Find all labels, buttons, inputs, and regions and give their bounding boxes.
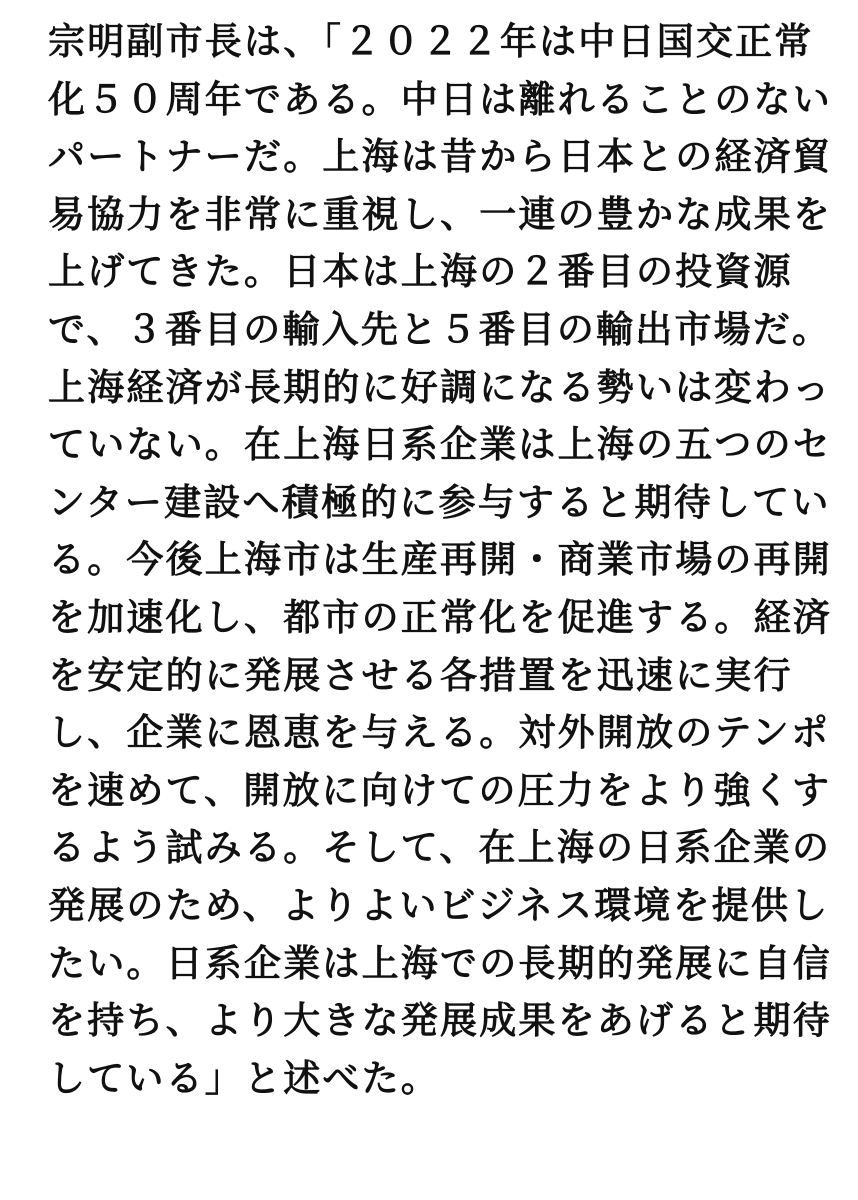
text-line: るよう試みる。そして、在上海の日系企業の	[48, 826, 832, 870]
text-line: を加速化し、都市の正常化を促進する。経済	[48, 595, 832, 639]
text-line: 宗明副市長は、「２０２２年は中日国交正常	[48, 20, 814, 63]
text-line: パートナーだ。上海は昔から日本との経済貿	[48, 135, 832, 179]
text-line: る。今後上海市は生産再開・商業市場の再開	[48, 538, 832, 582]
text-line: 発展のため、よりよいビジネス環境を提供し	[48, 883, 830, 927]
text-line: を持ち、より大きな発展成果をあげると期待	[48, 999, 832, 1043]
text-line: している」と述べた。	[48, 1056, 440, 1100]
text-line: し、企業に恩恵を与える。対外開放のテンポ	[48, 711, 831, 755]
article-body	[48, 13, 832, 1107]
text-line: を速めて、開放に向けての圧力をより強くす	[48, 768, 832, 812]
text-line: で、３番目の輸入先と５番目の輸出市場だ。	[48, 307, 832, 351]
text-line: を安定的に発展させる各措置を迅速に実行	[48, 653, 793, 697]
text-line: 上げてきた。日本は上海の２番目の投資源	[48, 250, 793, 294]
text-line: ていない。在上海日系企業は上海の五つのセ	[48, 423, 832, 467]
text-line: ンター建設へ積極的に参与すると期待してい	[48, 480, 831, 524]
text-line: 上海経済が長期的に好調になる勢いは変わっ	[48, 365, 832, 409]
text-line: 化５０周年である。中日は離れることのない	[48, 77, 832, 121]
text-line: たい。日系企業は上海での長期的発展に自信	[48, 941, 832, 985]
text-line: 易協力を非常に重視し、一連の豊かな成果を	[48, 192, 832, 236]
